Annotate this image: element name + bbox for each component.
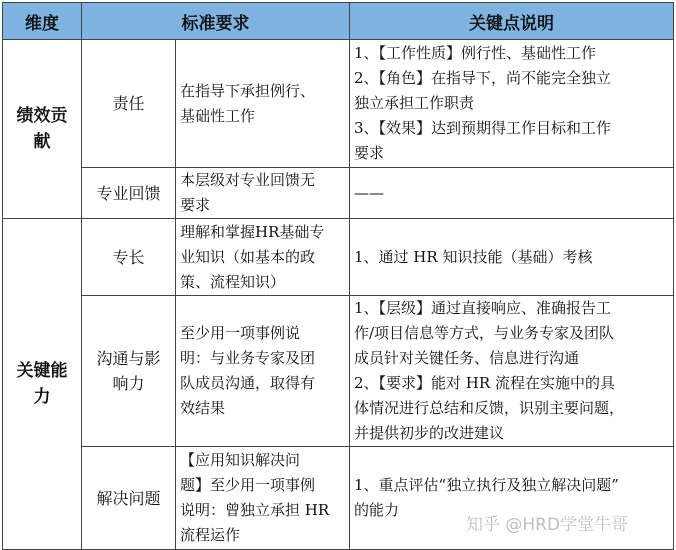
keypoints-cell: 1、通过 HR 知识技能（基础）考核 — [350, 219, 674, 296]
item-responsibility: 责任 — [82, 40, 176, 168]
dimension-performance: 绩效贡 献 — [3, 40, 82, 219]
keypoints-cell: 1、重点评估“独立执行及独立解决问题” 的能力 — [350, 447, 674, 550]
dimension-key-ability: 关键能 力 — [3, 219, 82, 550]
table-row — [3, 40, 674, 168]
keypoints-cell: —— — [350, 168, 674, 219]
header-keypoints: 关键点说明 — [350, 3, 674, 40]
header-dimension: 维度 — [3, 3, 82, 40]
standard-cell: 至少用一项事例说 明：与业务专家及团 队成员沟通，取得有 效结果 — [176, 296, 350, 447]
item-communication: 沟通与影 响力 — [82, 296, 176, 447]
item-professional-feedback: 专业回馈 — [82, 168, 176, 219]
table-header-row — [3, 3, 674, 40]
header-standard: 标准要求 — [82, 3, 350, 40]
competency-standard-table — [2, 2, 674, 550]
standard-cell: 【应用知识解决问 题】至少用一项事例 说明：曾独立承担 HR 流程运作 — [176, 447, 350, 550]
keypoints-cell: 1、【工作性质】例行性、基础性工作 2、【角色】在指导下，尚不能完全独立 独立承担工作职责 3、【效果】达到预期得工作目标和工作 要求 — [350, 40, 674, 168]
standard-cell: 在指导下承担例行、 基础性工作 — [176, 40, 350, 168]
item-problem-solving: 解决问题 — [82, 447, 176, 550]
table-row — [3, 296, 674, 447]
table-row — [3, 168, 674, 219]
standard-cell: 本层级对专业回馈无 要求 — [176, 168, 350, 219]
keypoints-cell: 1、【层级】通过直接响应、准确报告工 作/项目信息等方式，与业务专家及团队 成员针对关键任务、信息进行沟通 2、【要求】能对 HR 流程在实施中的具 体情况进行总结和反馈，识别主要问题， 并提供初步的改进建议 — [350, 296, 674, 447]
item-expertise: 专长 — [82, 219, 176, 296]
table-row — [3, 219, 674, 296]
watermark: 知乎 @HRD学堂牛哥 — [466, 515, 629, 535]
standard-cell: 理解和掌握HR基础专 业知识（如基本的政 策、流程知识） — [176, 219, 350, 296]
